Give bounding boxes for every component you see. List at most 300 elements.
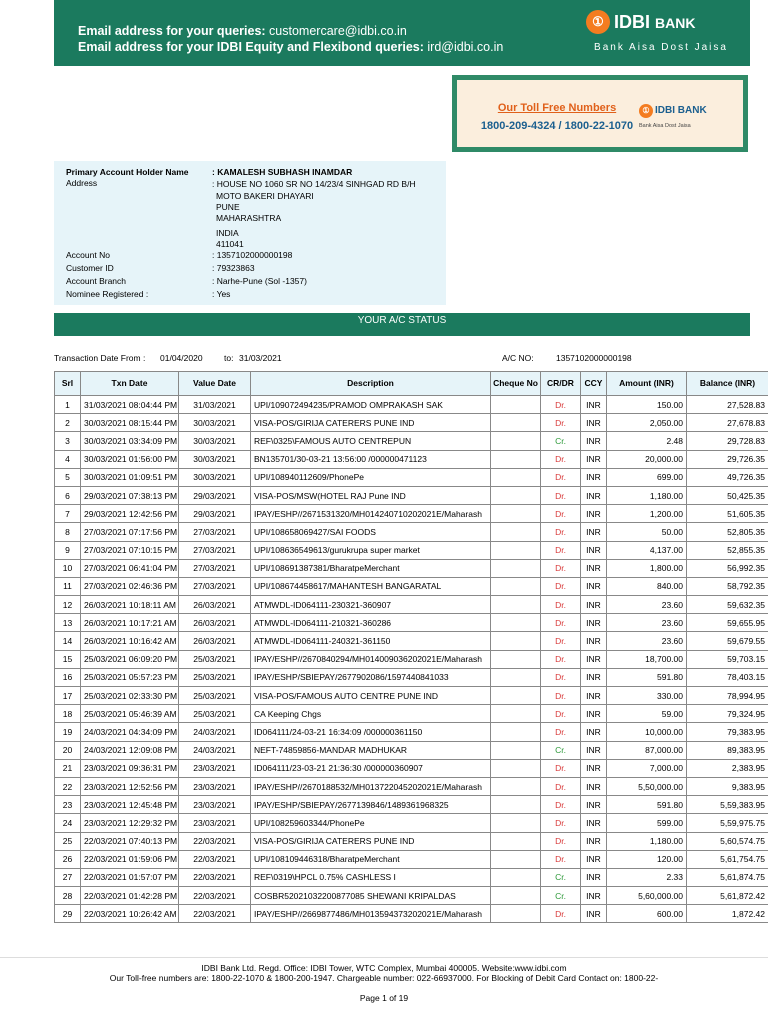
table-cell: INR xyxy=(581,687,607,705)
table-cell: INR xyxy=(581,759,607,777)
table-cell: 1 xyxy=(55,396,81,414)
table-cell: INR xyxy=(581,541,607,559)
table-cell: 79,383.95 xyxy=(687,723,768,741)
table-cell: 699.00 xyxy=(607,468,687,486)
table-cell: 30/03/2021 xyxy=(179,450,251,468)
table-cell: INR xyxy=(581,523,607,541)
table-cell xyxy=(491,486,541,504)
table-cell: 16 xyxy=(55,668,81,686)
table-cell: 52,805.35 xyxy=(687,523,768,541)
page-number: Page 1 of 19 xyxy=(359,993,409,1003)
footer-line-2: Our Toll-free numbers are: 1800-22-1070 & 1800-200-1947. Chargeable number: 022-66937000. For Blocking of Debit Card Contact on: 1800-22- xyxy=(109,973,659,983)
table-cell: INR xyxy=(581,887,607,905)
table-cell: VISA-POS/GIRIJA CATERERS PUNE IND xyxy=(251,414,491,432)
table-cell: INR xyxy=(581,650,607,668)
table-cell: 23/03/2021 12:45:48 PM xyxy=(81,796,179,814)
table-cell: 30/03/2021 03:34:09 PM xyxy=(81,432,179,450)
table-cell: 7,000.00 xyxy=(607,759,687,777)
table-cell: 150.00 xyxy=(607,396,687,414)
table-cell xyxy=(491,559,541,577)
table-cell: 9 xyxy=(55,541,81,559)
table-cell: 2.33 xyxy=(607,868,687,886)
table-cell: UPI/108691387381/BharatpeMerchant xyxy=(251,559,491,577)
table-cell: 26/03/2021 xyxy=(179,596,251,614)
table-cell: 21 xyxy=(55,759,81,777)
table-cell: 4 xyxy=(55,450,81,468)
table-cell: 22/03/2021 xyxy=(179,887,251,905)
table-cell: 840.00 xyxy=(607,577,687,595)
table-row xyxy=(55,759,768,777)
table-cell: 8 xyxy=(55,523,81,541)
table-cell: INR xyxy=(581,559,607,577)
table-cell: 3 xyxy=(55,432,81,450)
txn-from-label: Transaction Date From : xyxy=(54,353,146,363)
table-cell xyxy=(491,541,541,559)
table-cell: 23/03/2021 09:36:31 PM xyxy=(81,759,179,777)
table-cell: 6 xyxy=(55,486,81,504)
table-cell: 27/03/2021 xyxy=(179,559,251,577)
table-cell: 58,792.35 xyxy=(687,577,768,595)
table-cell: 330.00 xyxy=(607,687,687,705)
table-cell: 22/03/2021 01:59:06 PM xyxy=(81,850,179,868)
table-cell: 22/03/2021 10:26:42 AM xyxy=(81,905,179,923)
table-row xyxy=(55,668,768,686)
table-cell: INR xyxy=(581,705,607,723)
table-row xyxy=(55,850,768,868)
table-cell: 1,180.00 xyxy=(607,832,687,850)
table-cell: 5,61,872.42 xyxy=(687,887,768,905)
table-row xyxy=(55,596,768,614)
customer-id-value: : 79323863 xyxy=(212,263,255,273)
table-row xyxy=(55,832,768,850)
table-cell xyxy=(491,414,541,432)
table-cell: 27/03/2021 xyxy=(179,541,251,559)
table-cell: 27/03/2021 02:46:36 PM xyxy=(81,577,179,595)
table-cell: 23.60 xyxy=(607,596,687,614)
table-cell: 23/03/2021 xyxy=(179,759,251,777)
table-cell: INR xyxy=(581,450,607,468)
table-cell: REF\0319\HPCL 0.75% CASHLESS I xyxy=(251,868,491,886)
table-cell: Dr. xyxy=(541,486,581,504)
idbi-logo-icon: ① xyxy=(586,10,610,34)
table-cell: INR xyxy=(581,432,607,450)
table-cell: 23/03/2021 xyxy=(179,777,251,795)
table-cell xyxy=(491,705,541,723)
table-cell: 22/03/2021 07:40:13 PM xyxy=(81,832,179,850)
table-row xyxy=(55,868,768,886)
table-cell: INR xyxy=(581,596,607,614)
table-cell xyxy=(491,523,541,541)
table-cell: Dr. xyxy=(541,577,581,595)
table-cell: 27 xyxy=(55,868,81,886)
table-cell: INR xyxy=(581,396,607,414)
table-cell: 5,59,975.75 xyxy=(687,814,768,832)
table-row xyxy=(55,468,768,486)
table-cell: INR xyxy=(581,414,607,432)
table-cell: 2,050.00 xyxy=(607,414,687,432)
table-row xyxy=(55,541,768,559)
table-cell: 29,728.83 xyxy=(687,432,768,450)
table-cell: Cr. xyxy=(541,741,581,759)
table-cell: Dr. xyxy=(541,505,581,523)
table-row xyxy=(55,887,768,905)
table-header-row xyxy=(55,372,768,396)
table-cell: 1,180.00 xyxy=(607,486,687,504)
table-cell: 30/03/2021 01:56:00 PM xyxy=(81,450,179,468)
table-cell: 25/03/2021 xyxy=(179,668,251,686)
table-cell: 26/03/2021 xyxy=(179,614,251,632)
table-cell: 10,000.00 xyxy=(607,723,687,741)
table-cell: 31/03/2021 xyxy=(179,396,251,414)
table-cell: UPI/108940112609/PhonePe xyxy=(251,468,491,486)
idbi-logo xyxy=(586,10,736,53)
table-cell: 1,200.00 xyxy=(607,505,687,523)
table-cell: 23/03/2021 12:29:32 PM xyxy=(81,814,179,832)
table-cell: ID064111/24-03-21 16:34:09 /000000361150 xyxy=(251,723,491,741)
table-cell: INR xyxy=(581,850,607,868)
toll-free-banner xyxy=(452,75,748,152)
table-cell: 18 xyxy=(55,705,81,723)
table-cell: UPI/108674458617/MAHANTESH BANGARATAL xyxy=(251,577,491,595)
table-cell: INR xyxy=(581,796,607,814)
table-cell: 25/03/2021 05:46:39 AM xyxy=(81,705,179,723)
table-cell: INR xyxy=(581,505,607,523)
table-cell: 49,726.35 xyxy=(687,468,768,486)
table-cell: REF\0325\FAMOUS AUTO CENTREPUN xyxy=(251,432,491,450)
table-cell: 79,324.95 xyxy=(687,705,768,723)
table-cell: 22/03/2021 xyxy=(179,832,251,850)
table-cell: 27,678.83 xyxy=(687,414,768,432)
table-cell: 23.60 xyxy=(607,614,687,632)
table-cell: 89,383.95 xyxy=(687,741,768,759)
table-cell: INR xyxy=(581,468,607,486)
account-no-value: : 1357102000000198 xyxy=(212,250,293,260)
table-cell: IPAY/ESHP//2670188532/MH013722045202021E/Maharash xyxy=(251,777,491,795)
table-cell: 5,60,574.75 xyxy=(687,832,768,850)
table-cell: 22/03/2021 xyxy=(179,850,251,868)
col-header: Txn Date xyxy=(81,372,179,396)
table-cell: 29/03/2021 xyxy=(179,505,251,523)
table-row xyxy=(55,723,768,741)
table-cell: ATMWDL-ID064111-240321-361150 xyxy=(251,632,491,650)
table-cell: 30/03/2021 xyxy=(179,432,251,450)
queries-email-label: Email address for your queries: xyxy=(78,24,266,38)
table-cell: Dr. xyxy=(541,541,581,559)
table-cell: INR xyxy=(581,741,607,759)
table-row xyxy=(55,632,768,650)
table-cell: 29/03/2021 07:38:13 PM xyxy=(81,486,179,504)
table-cell: INR xyxy=(581,905,607,923)
col-header: Description xyxy=(251,372,491,396)
table-cell: Dr. xyxy=(541,832,581,850)
table-cell: IPAY/ESHP//2669877486/MH013594373202021E/Maharash xyxy=(251,905,491,923)
table-row xyxy=(55,687,768,705)
table-cell: ATMWDL-ID064111-210321-360286 xyxy=(251,614,491,632)
table-cell: 25/03/2021 xyxy=(179,650,251,668)
table-cell: 25/03/2021 05:57:23 PM xyxy=(81,668,179,686)
table-cell: IPAY/ESHP/SBIEPAY/2677139846/1489361968325 xyxy=(251,796,491,814)
table-cell: 29 xyxy=(55,905,81,923)
table-cell: IPAY/ESHP//2671531320/MH014240710202021E/Maharash xyxy=(251,505,491,523)
table-cell: 26/03/2021 10:17:21 AM xyxy=(81,614,179,632)
table-cell: 24 xyxy=(55,814,81,832)
table-cell: 11 xyxy=(55,577,81,595)
table-cell: 600.00 xyxy=(607,905,687,923)
table-cell: 27/03/2021 07:10:15 PM xyxy=(81,541,179,559)
holder-name-value: : KAMALESH SUBHASH INAMDAR xyxy=(212,167,353,177)
table-cell: 26/03/2021 10:18:11 AM xyxy=(81,596,179,614)
logo-bank: BANK xyxy=(655,14,696,31)
table-cell: 29,726.35 xyxy=(687,450,768,468)
table-cell: 22/03/2021 01:57:07 PM xyxy=(81,868,179,886)
table-cell: 26 xyxy=(55,850,81,868)
table-cell: 24/03/2021 04:34:09 PM xyxy=(81,723,179,741)
footer-line-1: IDBI Bank Ltd. Regd. Office: IDBI Tower, WTC Complex, Mumbai 400005. Website:www.idbi.com xyxy=(201,963,567,973)
table-cell: 31/03/2021 08:04:44 PM xyxy=(81,396,179,414)
table-cell: 30/03/2021 xyxy=(179,414,251,432)
table-cell: 51,605.35 xyxy=(687,505,768,523)
table-row xyxy=(55,614,768,632)
table-row xyxy=(55,577,768,595)
table-cell xyxy=(491,723,541,741)
table-cell: 25/03/2021 02:33:30 PM xyxy=(81,687,179,705)
table-cell: NEFT-74859856-MANDAR MADHUKAR xyxy=(251,741,491,759)
table-cell xyxy=(491,468,541,486)
col-header: CR/DR xyxy=(541,372,581,396)
table-row xyxy=(55,523,768,541)
table-cell: Dr. xyxy=(541,596,581,614)
table-cell: 591.80 xyxy=(607,668,687,686)
table-cell: Dr. xyxy=(541,450,581,468)
table-cell xyxy=(491,396,541,414)
table-cell: 27/03/2021 07:17:56 PM xyxy=(81,523,179,541)
table-cell: VISA-POS/MSW(HOTEL RAJ Pune IND xyxy=(251,486,491,504)
col-header: Balance (INR) xyxy=(687,372,768,396)
table-row xyxy=(55,741,768,759)
table-cell: ATMWDL-ID064111-230321-360907 xyxy=(251,596,491,614)
toll-free-logo xyxy=(639,102,735,129)
table-cell xyxy=(491,432,541,450)
table-cell: 29/03/2021 12:42:56 PM xyxy=(81,505,179,523)
table-row xyxy=(55,559,768,577)
table-cell: 25/03/2021 xyxy=(179,687,251,705)
table-cell: 591.80 xyxy=(607,796,687,814)
address-line: INDIA xyxy=(216,228,239,238)
acno-value: 1357102000000198 xyxy=(556,353,632,363)
table-cell: 599.00 xyxy=(607,814,687,832)
table-cell: 26/03/2021 10:16:42 AM xyxy=(81,632,179,650)
col-header: Cheque No xyxy=(491,372,541,396)
table-cell: INR xyxy=(581,632,607,650)
table-cell: UPI/108259603344/PhonePe xyxy=(251,814,491,832)
table-cell: 25 xyxy=(55,832,81,850)
table-cell: 19 xyxy=(55,723,81,741)
table-cell: 30/03/2021 08:15:44 PM xyxy=(81,414,179,432)
col-header: Value Date xyxy=(179,372,251,396)
logo-name: IDBI xyxy=(614,11,650,32)
table-cell: 25/03/2021 xyxy=(179,705,251,723)
table-cell: Dr. xyxy=(541,632,581,650)
table-cell: INR xyxy=(581,777,607,795)
table-cell: 20 xyxy=(55,741,81,759)
table-row xyxy=(55,705,768,723)
table-cell: ID064111/23-03-21 21:36:30 /000000360907 xyxy=(251,759,491,777)
col-header: Amount (INR) xyxy=(607,372,687,396)
table-row xyxy=(55,450,768,468)
table-cell: 28 xyxy=(55,887,81,905)
table-cell: 30/03/2021 01:09:51 PM xyxy=(81,468,179,486)
equity-email-link[interactable]: ird@idbi.co.in xyxy=(427,40,504,54)
table-row xyxy=(55,432,768,450)
table-cell: 52,855.35 xyxy=(687,541,768,559)
table-cell: 78,403.15 xyxy=(687,668,768,686)
address-line: PUNE xyxy=(216,202,240,212)
table-cell xyxy=(491,850,541,868)
table-cell: 9,383.95 xyxy=(687,777,768,795)
table-cell: 26/03/2021 xyxy=(179,632,251,650)
table-cell: BN135701/30-03-21 13:56:00 /000000471123 xyxy=(251,450,491,468)
table-cell: 1,872.42 xyxy=(687,905,768,923)
table-cell: Dr. xyxy=(541,650,581,668)
table-cell: 25/03/2021 06:09:20 PM xyxy=(81,650,179,668)
table-cell: 5,60,000.00 xyxy=(607,887,687,905)
table-row xyxy=(55,905,768,923)
table-cell: 5,61,754.75 xyxy=(687,850,768,868)
table-cell: UPI/108658069427/SAI FOODS xyxy=(251,523,491,541)
table-cell: Dr. xyxy=(541,668,581,686)
toll-free-logo-name: IDBI BANK xyxy=(655,105,707,117)
table-cell: Dr. xyxy=(541,614,581,632)
txn-to-value: 31/03/2021 xyxy=(239,353,282,363)
table-cell: CA Keeping Chgs xyxy=(251,705,491,723)
table-cell: 22/03/2021 xyxy=(179,905,251,923)
table-cell: 50,425.35 xyxy=(687,486,768,504)
table-cell: INR xyxy=(581,668,607,686)
table-cell: 27,528.83 xyxy=(687,396,768,414)
col-header: Srl xyxy=(55,372,81,396)
table-cell: 78,994.95 xyxy=(687,687,768,705)
table-cell: Dr. xyxy=(541,559,581,577)
table-cell: Dr. xyxy=(541,796,581,814)
table-row xyxy=(55,650,768,668)
logo-tagline: Bank Aisa Dost Jaisa xyxy=(594,42,728,53)
col-header: CCY xyxy=(581,372,607,396)
table-cell xyxy=(491,777,541,795)
table-cell: Cr. xyxy=(541,432,581,450)
table-cell: 23.60 xyxy=(607,632,687,650)
table-cell: 15 xyxy=(55,650,81,668)
table-cell: IPAY/ESHP//2670840294/MH014009036202021E/Maharash xyxy=(251,650,491,668)
table-cell: Dr. xyxy=(541,777,581,795)
statement-body xyxy=(55,396,768,923)
table-cell: 59,679.55 xyxy=(687,632,768,650)
queries-email-link[interactable]: customercare@idbi.co.in xyxy=(269,24,407,38)
table-cell: 27/03/2021 xyxy=(179,577,251,595)
table-row xyxy=(55,396,768,414)
table-cell: 22/03/2021 xyxy=(179,868,251,886)
table-cell: 20,000.00 xyxy=(607,450,687,468)
table-cell: UPI/108636549613/gurukrupa super market xyxy=(251,541,491,559)
toll-free-numbers: 1800-209-4324 / 1800-22-1070 xyxy=(480,120,634,132)
table-cell: UPI/108109446318/BharatpeMerchant xyxy=(251,850,491,868)
address-line: : HOUSE NO 1060 SR NO 14/23/4 SINHGAD RD B/H xyxy=(212,179,416,189)
address-line: MOTO BAKERI DHAYARI xyxy=(216,191,314,201)
table-row xyxy=(55,505,768,523)
table-row xyxy=(55,414,768,432)
statement-table xyxy=(54,371,768,923)
table-cell: Dr. xyxy=(541,905,581,923)
header-band xyxy=(54,0,750,66)
branch-value: : Narhe-Pune (Sol -1357) xyxy=(212,276,307,286)
table-cell: 24/03/2021 xyxy=(179,741,251,759)
equity-email-label: Email address for your IDBI Equity and Flexibond queries: xyxy=(78,40,424,54)
holder-name-label: Primary Account Holder Name xyxy=(66,167,189,177)
table-cell: 2 xyxy=(55,414,81,432)
table-cell: 13 xyxy=(55,614,81,632)
table-cell: 18,700.00 xyxy=(607,650,687,668)
table-cell: 1,800.00 xyxy=(607,559,687,577)
table-cell: 4,137.00 xyxy=(607,541,687,559)
table-cell xyxy=(491,814,541,832)
table-cell: 27/03/2021 xyxy=(179,523,251,541)
table-cell: 87,000.00 xyxy=(607,741,687,759)
table-cell: 5,50,000.00 xyxy=(607,777,687,795)
table-row xyxy=(55,486,768,504)
address-label: Address xyxy=(66,178,98,188)
queries-email-line xyxy=(78,24,407,38)
table-cell xyxy=(491,650,541,668)
nominee-value: : Yes xyxy=(212,289,231,299)
txn-to-label: to: xyxy=(224,353,234,363)
table-cell: 23/03/2021 xyxy=(179,796,251,814)
table-cell: INR xyxy=(581,832,607,850)
table-cell: Dr. xyxy=(541,396,581,414)
table-cell xyxy=(491,796,541,814)
table-cell: UPI/109072494235/PRAMOD OMPRAKASH SAK xyxy=(251,396,491,414)
table-row xyxy=(55,777,768,795)
table-cell: 17 xyxy=(55,687,81,705)
table-cell xyxy=(491,450,541,468)
table-cell: 5,59,383.95 xyxy=(687,796,768,814)
table-cell: COSBR52021032200877085 SHEWANI KRIPALDAS xyxy=(251,887,491,905)
table-cell xyxy=(491,741,541,759)
acno-label: A/C NO: xyxy=(502,353,534,363)
table-cell xyxy=(491,887,541,905)
table-cell: 10 xyxy=(55,559,81,577)
table-cell: Dr. xyxy=(541,687,581,705)
txn-from-value: 01/04/2020 xyxy=(160,353,203,363)
table-cell: 12 xyxy=(55,596,81,614)
table-cell: 24/03/2021 xyxy=(179,723,251,741)
table-cell: 5 xyxy=(55,468,81,486)
table-cell xyxy=(491,505,541,523)
table-cell: 59,655.95 xyxy=(687,614,768,632)
table-cell: INR xyxy=(581,814,607,832)
account-no-label: Account No xyxy=(66,250,110,260)
table-cell: IPAY/ESHP/SBIEPAY/2677902086/1597440841033 xyxy=(251,668,491,686)
table-cell: 120.00 xyxy=(607,850,687,868)
table-cell: VISA-POS/FAMOUS AUTO CENTRE PUNE IND xyxy=(251,687,491,705)
idbi-small-logo-icon: ① xyxy=(639,104,653,118)
table-cell: 23/03/2021 12:52:56 PM xyxy=(81,777,179,795)
table-cell xyxy=(491,759,541,777)
account-holder-panel xyxy=(54,161,446,305)
table-cell: Dr. xyxy=(541,759,581,777)
table-cell: 2.48 xyxy=(607,432,687,450)
table-cell: INR xyxy=(581,614,607,632)
table-cell: INR xyxy=(581,577,607,595)
table-cell: 14 xyxy=(55,632,81,650)
